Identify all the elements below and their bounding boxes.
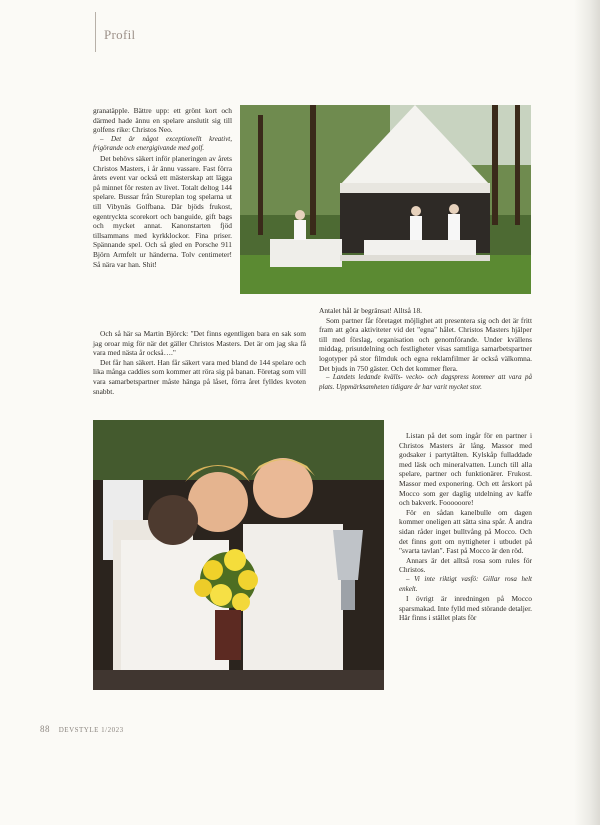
paragraph: Det behövs säkert inför planeringen av årets Christos Masters, i år ännu vassare. Fast förra årets event var också ett mästerskap att lägga på minnet för resten av livet. Totalt deltog 144 spelare. Bussar från Stureplan tog spelarna ut till Vibynäs Golfbana. Där bjöds frukost, egentryckta scorekort och banguide, gift bags och mycket annat. Kanonstarten fjöd tillsammans med kyrkklockor. Fina priser. Spännande spel. Och så gled en Porsche 911 Björn Armfelt ur händerna. Tolv centimeter! Så nära var han. Shit! (93, 153, 232, 269)
paragraph: Annars är det alltså rosa som rules för Christos. (399, 555, 532, 575)
section-label: Profil (104, 27, 136, 42)
pull-quote: – Det är något exceptionellt kreativt, frigörande och energigivande med golf. (93, 134, 232, 153)
paragraph: Det får han säkert. Han får säkert vara med bland de 144 spelare och lika många caddies som kommer att röra sig på banan. Företag som vill vara samarbetspartner måste hänga på låset, förra året fylldes kvoten snabbt. (93, 357, 306, 396)
page-edge (574, 0, 600, 825)
magazine-name: DEVSTYLE 1/2023 (58, 726, 124, 734)
paragraph: Som partner får företaget möjlighet att presentera sig och det är fritt fram att göra aktiviteter vid det "egna" hålet. Christos Masters hjälper till med förslag, organisation och genomförande. Under kvällens middag, prisutdelning och festligheter visas samtliga samarbetspartner logotyper på stor filmduk och egna reklamfilmer är också välkomna. Det bjuds in 750 gäster. Och det kommer flera. (319, 315, 532, 373)
photo-winners (93, 420, 384, 690)
article-column-1 (93, 106, 232, 269)
tent-illustration (240, 105, 531, 294)
page-footer (40, 724, 124, 734)
paragraph: Antalet hål är begränsat! Alltså 18. (319, 306, 423, 315)
paragraph: I övrigt är inredningen på Mocco sparsmakad. Inte fylld med störande detaljer. Här finns i stället plats för (399, 594, 532, 623)
pull-quote: – Vi inte riktigt vasfö: Gillar rosa helt enkelt. (399, 574, 532, 593)
paragraph: Listan på det som ingår för en partner i Christos Masters är lång. Massor med godsaker i partytälten. Kylskåp fulladdade med läsk och mineralvatten. Lunch till alla spelare, partner och funktionärer. Frukost. Massor med exponering. Och ett årskort på Mocco som ger daglig utdelning av kaffe och bakverk. Foooooore! (399, 431, 532, 508)
article-column-2 (319, 306, 532, 392)
winners-illustration (93, 420, 384, 690)
paragraph: Och så här sa Martin Björck: "Det finns egentligen bara en sak som jag oroar mig för när det gäller Christos Masters. Det är om jag ska få vara med nästa år också…." (93, 329, 306, 358)
article-column-3 (399, 431, 532, 623)
section-divider (95, 12, 96, 52)
paragraph: För en sådan kanelbulle om dagen kommer oneligen att sätta sina spår. Å andra sidan råder inget bulltvång på Mocco. Och det finns gott om nyttigheter i utbudet på "svarta tavlan". Fast på Mocco är den röd. (399, 507, 532, 556)
page-number: 88 (40, 724, 50, 734)
article-wide-paragraphs (93, 329, 306, 396)
paragraph: granatäpple. Bättre upp: ett grönt kort och därmed hade ännu en spelare anslutit sig till golfens rike: Christos Neo. (93, 106, 232, 135)
photo-tent (240, 105, 531, 294)
pull-quote: – Landets ledande kvälls- vecko- och dagspress kommer att vara på plats. Uppmärksamheten tidigare år har varit mycket stor. (319, 373, 532, 391)
